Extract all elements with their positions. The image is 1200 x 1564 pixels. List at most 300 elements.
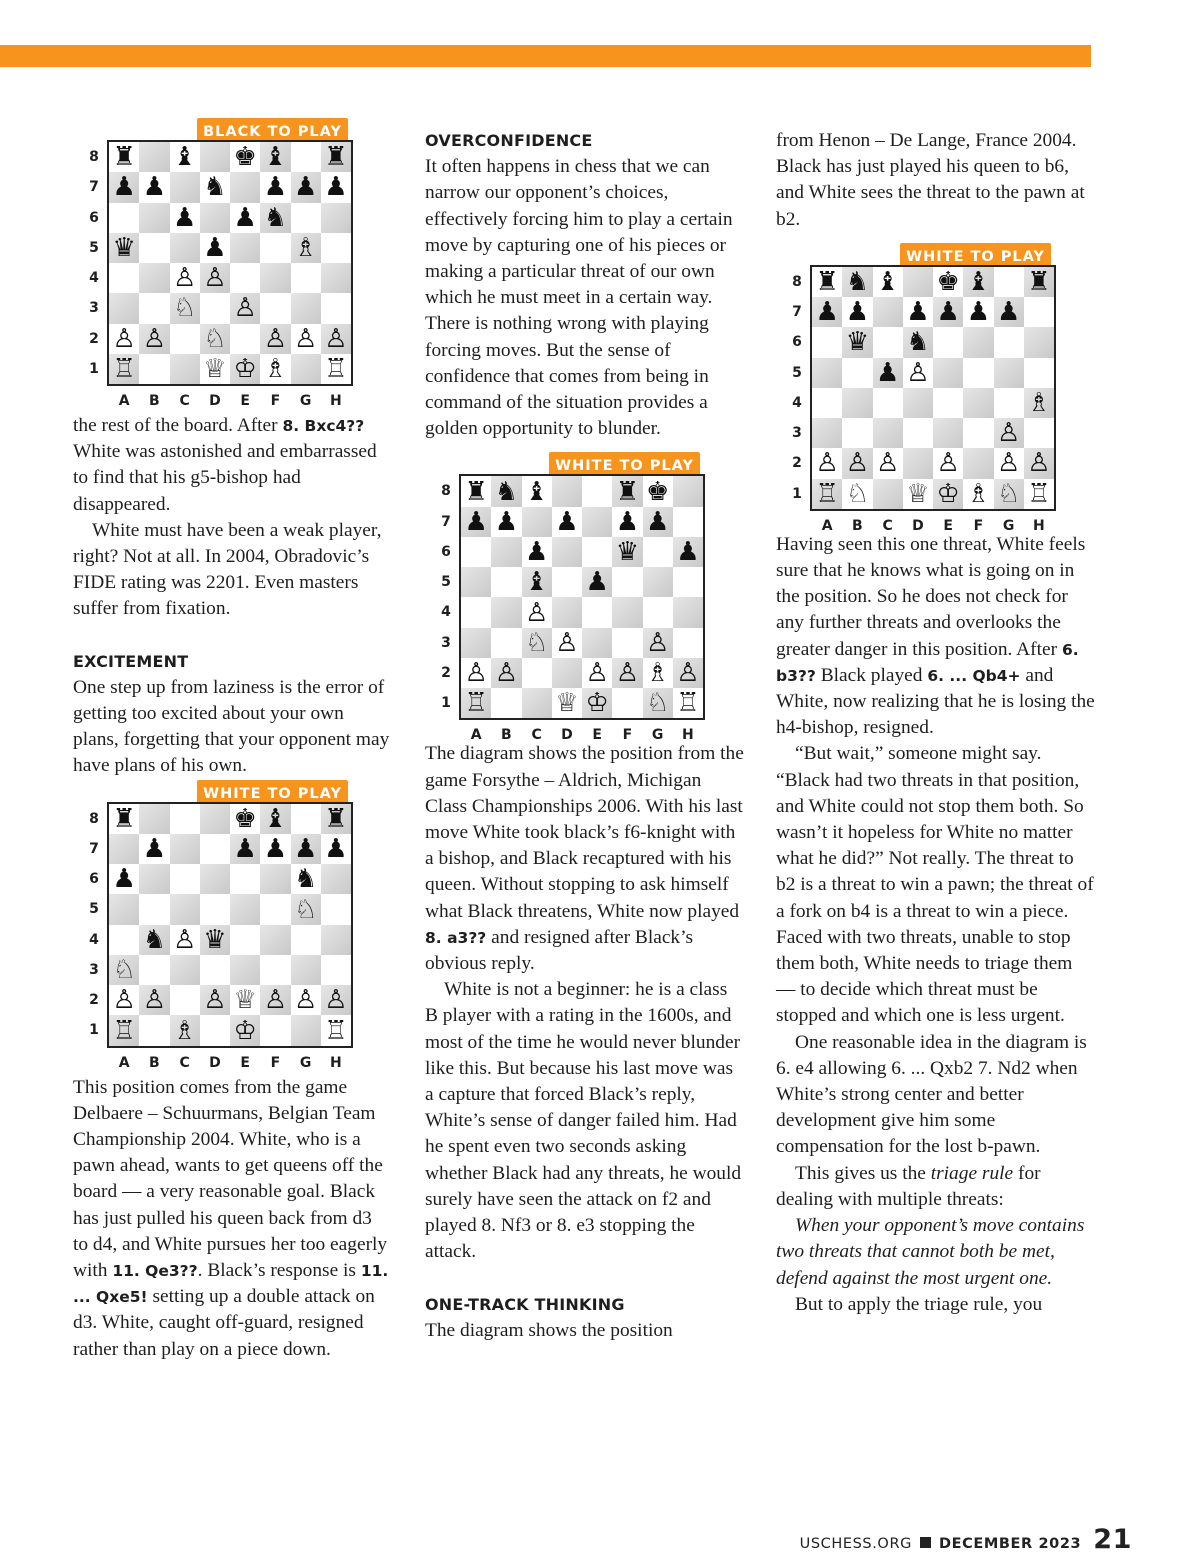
empty-square xyxy=(612,597,642,627)
to-play-badge: WHITE TO PLAY xyxy=(197,780,348,809)
empty-square xyxy=(963,418,993,448)
empty-square xyxy=(903,418,933,448)
empty-square xyxy=(139,293,169,323)
empty-square xyxy=(170,955,200,985)
empty-square xyxy=(552,476,582,506)
page-number: 21 xyxy=(1093,1524,1132,1555)
empty-square xyxy=(842,418,872,448)
empty-square xyxy=(673,597,703,627)
empty-square xyxy=(842,358,872,388)
empty-square xyxy=(643,567,673,597)
empty-square xyxy=(291,955,321,985)
file-label: E xyxy=(943,517,953,534)
black-pawn-icon: ♟ xyxy=(321,834,351,864)
empty-square xyxy=(873,327,903,357)
white-knight-icon: ♘ xyxy=(109,955,139,985)
empty-square xyxy=(170,834,200,864)
white-bishop-icon: ♗ xyxy=(260,354,290,384)
file-label: A xyxy=(118,393,130,409)
empty-square xyxy=(200,834,230,864)
black-pawn-icon: ♟ xyxy=(612,507,642,537)
empty-square xyxy=(230,324,260,354)
empty-square xyxy=(200,203,230,233)
empty-square xyxy=(200,293,230,323)
white-knight-icon: ♘ xyxy=(842,479,872,509)
white-pawn-icon: ♙ xyxy=(291,985,321,1015)
empty-square xyxy=(461,597,491,627)
black-pawn-icon: ♟ xyxy=(643,507,673,537)
file-label: H xyxy=(682,727,694,744)
body-paragraph: This gives us the triage rule for dealing with multiple threats: xyxy=(776,1162,1041,1210)
empty-square xyxy=(994,388,1024,418)
rank-label: 1 xyxy=(792,485,802,502)
column-middle xyxy=(425,128,745,1344)
empty-square xyxy=(582,537,612,567)
empty-square xyxy=(139,233,169,263)
black-pawn-icon: ♟ xyxy=(230,834,260,864)
black-queen-icon: ♛ xyxy=(109,233,139,263)
empty-square xyxy=(230,894,260,924)
black-bishop-icon: ♝ xyxy=(522,476,552,506)
empty-square xyxy=(873,418,903,448)
black-bishop-icon: ♝ xyxy=(522,567,552,597)
empty-square xyxy=(552,658,582,688)
black-pawn-icon: ♟ xyxy=(291,834,321,864)
footer-issue: DECEMBER 2023 xyxy=(938,1536,1082,1552)
empty-square xyxy=(522,688,552,718)
white-king-icon: ♔ xyxy=(230,354,260,384)
white-rook-icon: ♖ xyxy=(321,1015,351,1045)
empty-square xyxy=(230,172,260,202)
empty-square xyxy=(109,203,139,233)
black-bishop-icon: ♝ xyxy=(873,267,903,297)
empty-square xyxy=(170,864,200,894)
chess-board xyxy=(459,474,705,720)
empty-square xyxy=(260,925,290,955)
black-pawn-icon: ♟ xyxy=(933,297,963,327)
white-pawn-icon: ♙ xyxy=(582,658,612,688)
chess-diagram xyxy=(422,452,722,744)
black-knight-icon: ♞ xyxy=(842,267,872,297)
rank-label: 3 xyxy=(792,425,802,442)
white-pawn-icon: ♙ xyxy=(643,628,673,658)
rank-label: 7 xyxy=(89,840,99,857)
rank-label: 6 xyxy=(792,334,802,351)
body-paragraph: White is not a beginner: he is a class B player with a rating in the 1600s, and most of the time he would never blunder like this. But because his last move was a capture that forced Black’s reply, White’s sense of danger failed him. Had he spent even two seconds asking whether Black had any threats, he would surely have seen the attack on f2 and played 8. Nf3 or 8. e3 stopping the attack. xyxy=(425,979,742,1263)
black-pawn-icon: ♟ xyxy=(170,203,200,233)
rank-label: 5 xyxy=(792,364,802,381)
empty-square xyxy=(260,233,290,263)
white-rook-icon: ♖ xyxy=(321,354,351,384)
white-pawn-icon: ♙ xyxy=(842,448,872,478)
white-pawn-icon: ♙ xyxy=(291,324,321,354)
body-paragraph: from Henon – De Lange, France 2004. Black has just played his queen to b6, and White sees the threat to the pawn at b2. xyxy=(776,130,1085,230)
empty-square xyxy=(200,1015,230,1045)
empty-square xyxy=(673,507,703,537)
empty-square xyxy=(963,327,993,357)
empty-square xyxy=(491,567,521,597)
file-label: E xyxy=(240,1054,250,1071)
white-rook-icon: ♖ xyxy=(109,1015,139,1045)
empty-square xyxy=(1024,327,1054,357)
black-queen-icon: ♛ xyxy=(612,537,642,567)
black-knight-icon: ♞ xyxy=(200,172,230,202)
chess-diagram xyxy=(773,243,1073,534)
empty-square xyxy=(321,293,351,323)
rank-label: 4 xyxy=(89,270,99,286)
empty-square xyxy=(260,263,290,293)
rank-label: 7 xyxy=(792,304,802,321)
white-queen-icon: ♕ xyxy=(230,985,260,1015)
empty-square xyxy=(291,142,321,172)
empty-square xyxy=(522,658,552,688)
black-pawn-icon: ♟ xyxy=(522,537,552,567)
empty-square xyxy=(1024,358,1054,388)
empty-square xyxy=(230,925,260,955)
chess-board xyxy=(107,802,353,1048)
black-pawn-icon: ♟ xyxy=(139,834,169,864)
white-pawn-icon: ♙ xyxy=(994,418,1024,448)
body-paragraph: When your opponent’s move contains two threats that cannot both be met, defend against the most urgent one. xyxy=(776,1215,1085,1289)
rank-label: 8 xyxy=(441,483,451,500)
rank-label: 4 xyxy=(792,394,802,411)
empty-square xyxy=(643,597,673,627)
empty-square xyxy=(673,476,703,506)
empty-square xyxy=(139,894,169,924)
empty-square xyxy=(200,142,230,172)
white-pawn-icon: ♙ xyxy=(552,628,582,658)
rank-label: 8 xyxy=(792,273,802,290)
square-icon xyxy=(920,1537,931,1548)
empty-square xyxy=(903,388,933,418)
black-pawn-icon: ♟ xyxy=(260,834,290,864)
rank-label: 6 xyxy=(441,543,451,560)
black-rook-icon: ♜ xyxy=(321,804,351,834)
empty-square xyxy=(200,804,230,834)
chess-board xyxy=(810,265,1056,511)
empty-square xyxy=(963,448,993,478)
empty-square xyxy=(139,864,169,894)
empty-square xyxy=(109,894,139,924)
empty-square xyxy=(522,507,552,537)
file-label: B xyxy=(149,393,160,409)
column-left xyxy=(73,118,391,1363)
to-play-badge: WHITE TO PLAY xyxy=(549,452,700,481)
empty-square xyxy=(139,263,169,293)
file-label: H xyxy=(1033,517,1045,534)
empty-square xyxy=(491,688,521,718)
white-pawn-icon: ♙ xyxy=(109,985,139,1015)
white-king-icon: ♔ xyxy=(933,479,963,509)
empty-square xyxy=(321,955,351,985)
black-pawn-icon: ♟ xyxy=(994,297,1024,327)
black-bishop-icon: ♝ xyxy=(170,142,200,172)
white-rook-icon: ♖ xyxy=(673,688,703,718)
file-label: C xyxy=(531,727,542,744)
empty-square xyxy=(491,628,521,658)
white-pawn-icon: ♙ xyxy=(1024,448,1054,478)
empty-square xyxy=(109,293,139,323)
empty-square xyxy=(321,263,351,293)
black-knight-icon: ♞ xyxy=(260,203,290,233)
empty-square xyxy=(933,327,963,357)
empty-square xyxy=(291,354,321,384)
empty-square xyxy=(260,293,290,323)
black-pawn-icon: ♟ xyxy=(842,297,872,327)
white-bishop-icon: ♗ xyxy=(1024,388,1054,418)
empty-square xyxy=(933,388,963,418)
black-king-icon: ♚ xyxy=(933,267,963,297)
white-pawn-icon: ♙ xyxy=(260,324,290,354)
file-label: F xyxy=(270,1054,281,1071)
white-pawn-icon: ♙ xyxy=(994,448,1024,478)
empty-square xyxy=(491,537,521,567)
white-pawn-icon: ♙ xyxy=(321,324,351,354)
to-play-badge: WHITE TO PLAY xyxy=(900,243,1051,272)
top-accent-bar xyxy=(0,45,1091,67)
white-pawn-icon: ♙ xyxy=(170,925,200,955)
file-label: G xyxy=(299,393,312,409)
chess-board xyxy=(107,140,353,386)
white-queen-icon: ♕ xyxy=(552,688,582,718)
empty-square xyxy=(461,567,491,597)
empty-square xyxy=(963,358,993,388)
column-right xyxy=(776,128,1096,1318)
rank-label: 3 xyxy=(89,961,99,978)
white-king-icon: ♔ xyxy=(230,1015,260,1045)
white-pawn-icon: ♙ xyxy=(200,263,230,293)
empty-square xyxy=(321,864,351,894)
white-pawn-icon: ♙ xyxy=(612,658,642,688)
black-pawn-icon: ♟ xyxy=(673,537,703,567)
empty-square xyxy=(812,327,842,357)
rank-label: 2 xyxy=(792,455,802,472)
rank-label: 6 xyxy=(89,871,99,888)
black-pawn-icon: ♟ xyxy=(812,297,842,327)
empty-square xyxy=(903,267,933,297)
white-pawn-icon: ♙ xyxy=(139,985,169,1015)
white-pawn-icon: ♙ xyxy=(139,324,169,354)
footer-site: USCHESS.ORG xyxy=(799,1536,912,1552)
empty-square xyxy=(139,142,169,172)
empty-square xyxy=(139,354,169,384)
white-rook-icon: ♖ xyxy=(1024,479,1054,509)
body-paragraph: It often happens in chess that we can narrow our opponent’s choices, effectively forcing him to play a certain move by capturing one of his pieces or making a particular threat of our own which he must meet in a certain way. There is nothing wrong with playing forcing moves. But the sense of confidence that comes from being in command of the situation provides a golden opportunity to blunder. xyxy=(425,156,733,440)
black-pawn-icon: ♟ xyxy=(903,297,933,327)
file-label: A xyxy=(821,517,833,534)
section-gap xyxy=(73,623,391,649)
white-queen-icon: ♕ xyxy=(903,479,933,509)
white-knight-icon: ♘ xyxy=(994,479,1024,509)
empty-square xyxy=(812,418,842,448)
white-bishop-icon: ♗ xyxy=(963,479,993,509)
white-pawn-icon: ♙ xyxy=(812,448,842,478)
empty-square xyxy=(139,1015,169,1045)
rank-label: 8 xyxy=(89,149,99,165)
white-pawn-icon: ♙ xyxy=(170,263,200,293)
empty-square xyxy=(461,537,491,567)
white-rook-icon: ♖ xyxy=(109,354,139,384)
empty-square xyxy=(933,418,963,448)
white-knight-icon: ♘ xyxy=(291,894,321,924)
white-rook-icon: ♖ xyxy=(461,688,491,718)
empty-square xyxy=(139,955,169,985)
empty-square xyxy=(552,597,582,627)
black-king-icon: ♚ xyxy=(643,476,673,506)
body-paragraph: The diagram shows the position xyxy=(425,1319,673,1341)
rank-label: 4 xyxy=(441,604,451,621)
empty-square xyxy=(673,567,703,597)
rank-label: 5 xyxy=(441,574,451,591)
empty-square xyxy=(963,388,993,418)
black-pawn-icon: ♟ xyxy=(260,172,290,202)
black-rook-icon: ♜ xyxy=(612,476,642,506)
file-label: F xyxy=(622,727,633,744)
empty-square xyxy=(170,985,200,1015)
empty-square xyxy=(1024,297,1054,327)
rank-label: 8 xyxy=(89,810,99,827)
black-queen-icon: ♛ xyxy=(200,925,230,955)
empty-square xyxy=(170,172,200,202)
empty-square xyxy=(139,804,169,834)
to-play-badge: BLACK TO PLAY xyxy=(197,118,348,147)
white-knight-icon: ♘ xyxy=(643,688,673,718)
section-gap xyxy=(425,1266,745,1292)
rank-label: 7 xyxy=(441,513,451,530)
black-knight-icon: ♞ xyxy=(903,327,933,357)
file-label: H xyxy=(330,1054,342,1071)
file-label: C xyxy=(179,393,190,409)
black-rook-icon: ♜ xyxy=(109,804,139,834)
empty-square xyxy=(230,233,260,263)
empty-square xyxy=(1024,418,1054,448)
empty-square xyxy=(933,358,963,388)
black-knight-icon: ♞ xyxy=(291,864,321,894)
black-rook-icon: ♜ xyxy=(1024,267,1054,297)
empty-square xyxy=(230,955,260,985)
black-bishop-icon: ♝ xyxy=(963,267,993,297)
black-pawn-icon: ♟ xyxy=(491,507,521,537)
empty-square xyxy=(994,267,1024,297)
file-label: D xyxy=(561,727,573,744)
empty-square xyxy=(170,804,200,834)
body-paragraph: One reasonable idea in the diagram is 6. e4 allowing 6. ... Qxb2 7. Nd2 when White’s strong center and better development give him some compensation for the lost b-pawn. xyxy=(776,1031,1087,1158)
empty-square xyxy=(582,476,612,506)
file-label: F xyxy=(973,517,984,534)
file-label: E xyxy=(592,727,602,744)
body-paragraph: White must have been a weak player, right? Not at all. In 2004, Obradovic’s FIDE rating was 2201. Even masters suffer from fixation. xyxy=(73,519,382,620)
file-label: D xyxy=(209,1054,221,1071)
empty-square xyxy=(109,834,139,864)
black-pawn-icon: ♟ xyxy=(109,864,139,894)
file-label: B xyxy=(852,517,863,534)
empty-square xyxy=(200,894,230,924)
white-pawn-icon: ♙ xyxy=(491,658,521,688)
empty-square xyxy=(109,263,139,293)
empty-square xyxy=(200,864,230,894)
rank-label: 7 xyxy=(89,179,99,196)
black-pawn-icon: ♟ xyxy=(582,567,612,597)
black-pawn-icon: ♟ xyxy=(963,297,993,327)
black-pawn-icon: ♟ xyxy=(291,172,321,202)
empty-square xyxy=(321,233,351,263)
rank-label: 6 xyxy=(89,209,99,226)
black-queen-icon: ♛ xyxy=(842,327,872,357)
file-label: D xyxy=(209,393,221,409)
file-label: D xyxy=(912,517,924,534)
white-queen-icon: ♕ xyxy=(200,354,230,384)
white-pawn-icon: ♙ xyxy=(873,448,903,478)
empty-square xyxy=(139,203,169,233)
white-pawn-icon: ♙ xyxy=(461,658,491,688)
body-paragraph: “But wait,” someone might say. “Black had two threats in that position, and White could not stop them both. So wasn’t it hopeless for White no matter what he did?” Not really. The threat to b2 is a threat to win a pawn; the threat of a fork on b4 is a threat to win a piece. Faced with two threats, unable to stop them both, White needs to triage them — to decide which threat must be stopped and which one is less urgent. xyxy=(776,743,1094,1027)
file-label: C xyxy=(882,517,893,534)
white-bishop-icon: ♗ xyxy=(170,1015,200,1045)
white-pawn-icon: ♙ xyxy=(933,448,963,478)
white-king-icon: ♔ xyxy=(582,688,612,718)
empty-square xyxy=(552,537,582,567)
white-pawn-icon: ♙ xyxy=(903,358,933,388)
rank-label: 2 xyxy=(441,664,451,681)
empty-square xyxy=(552,567,582,597)
black-knight-icon: ♞ xyxy=(139,925,169,955)
black-rook-icon: ♜ xyxy=(109,142,139,172)
rank-label: 3 xyxy=(441,634,451,651)
empty-square xyxy=(170,233,200,263)
file-label: C xyxy=(179,1054,190,1071)
empty-square xyxy=(873,297,903,327)
empty-square xyxy=(873,479,903,509)
white-knight-icon: ♘ xyxy=(522,628,552,658)
black-bishop-icon: ♝ xyxy=(260,804,290,834)
white-pawn-icon: ♙ xyxy=(230,293,260,323)
empty-square xyxy=(903,448,933,478)
empty-square xyxy=(291,1015,321,1045)
white-knight-icon: ♘ xyxy=(170,293,200,323)
rank-label: 5 xyxy=(89,901,99,918)
rank-label: 4 xyxy=(89,931,99,948)
empty-square xyxy=(612,628,642,658)
empty-square xyxy=(994,358,1024,388)
empty-square xyxy=(612,567,642,597)
empty-square xyxy=(230,864,260,894)
rank-label: 2 xyxy=(89,330,99,347)
rank-label: 1 xyxy=(89,360,99,377)
empty-square xyxy=(170,324,200,354)
empty-square xyxy=(582,597,612,627)
empty-square xyxy=(321,894,351,924)
body-paragraph: the rest of the board. After 8. Bxc4?? White was astonished and embarrassed to find that his g5-bishop had disappeared. xyxy=(73,415,377,515)
file-label: B xyxy=(501,727,512,744)
black-king-icon: ♚ xyxy=(230,804,260,834)
black-pawn-icon: ♟ xyxy=(230,203,260,233)
empty-square xyxy=(109,925,139,955)
empty-square xyxy=(582,628,612,658)
white-pawn-icon: ♙ xyxy=(109,324,139,354)
white-pawn-icon: ♙ xyxy=(673,658,703,688)
black-rook-icon: ♜ xyxy=(321,142,351,172)
black-king-icon: ♚ xyxy=(230,142,260,172)
chess-diagram xyxy=(70,118,370,409)
rank-label: 1 xyxy=(441,695,451,712)
empty-square xyxy=(643,537,673,567)
chess-diagram xyxy=(70,780,370,1071)
section-heading: OVERCONFIDENCE xyxy=(425,131,593,150)
empty-square xyxy=(582,507,612,537)
empty-square xyxy=(291,925,321,955)
empty-square xyxy=(291,203,321,233)
empty-square xyxy=(873,388,903,418)
